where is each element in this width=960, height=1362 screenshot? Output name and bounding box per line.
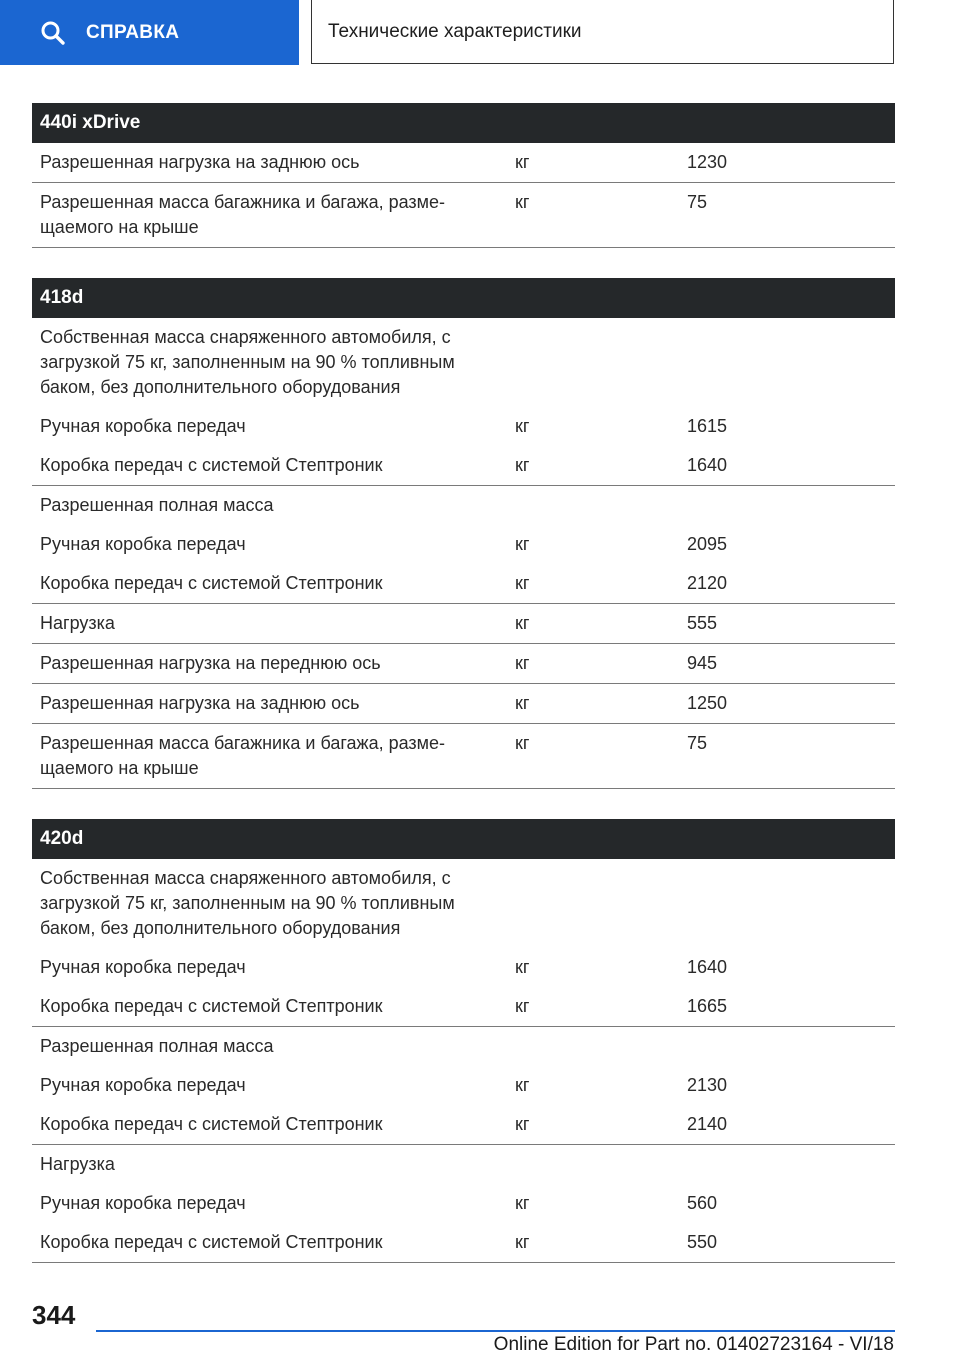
- row-unit: кг: [515, 1114, 530, 1134]
- row-label: Нагрузка: [40, 613, 115, 633]
- edition-footer: Online Edition for Part no. 01402723164 - VI/18: [493, 1334, 894, 1355]
- row-unit: кг: [515, 192, 530, 212]
- row-label: Собственная масса снаряженного автомобиля, с загрузкой 75 кг, заполненным на 90 % топливным баком, без дополнительного оборудования: [40, 327, 455, 397]
- section-header: 420d: [32, 819, 895, 859]
- row-label: Коробка передач с системой Стептроник: [40, 455, 383, 475]
- row-value: [679, 859, 895, 948]
- row-label: Ручная коробка передач: [40, 1075, 246, 1095]
- row-label: Коробка передач с системой Стептроник: [40, 1114, 383, 1134]
- row-value: 1250: [687, 693, 728, 713]
- row-value: 1640: [687, 957, 728, 977]
- row-label: Ручная коробка передач: [40, 1193, 246, 1213]
- table-row: [32, 183, 895, 248]
- section-header: 418d: [32, 278, 895, 318]
- table-row: [32, 446, 895, 486]
- table-row: [32, 525, 895, 564]
- row-label: Собственная масса снаряженного автомобиля, с загрузкой 75 кг, заполненным на 90 % топливным баком, без дополнительного оборудования: [40, 868, 455, 938]
- row-value: 945: [687, 653, 718, 673]
- row-unit: кг: [515, 416, 530, 436]
- page-title: Технические характеристики: [311, 0, 894, 64]
- row-unit: кг: [515, 733, 530, 753]
- row-unit: кг: [515, 693, 530, 713]
- row-label: Разрешенная полная масса: [40, 495, 274, 515]
- row-unit: кг: [515, 653, 530, 673]
- table-row: [32, 1027, 895, 1066]
- row-value: [679, 1145, 895, 1184]
- row-value: 1665: [687, 996, 728, 1016]
- row-value: 75: [687, 192, 708, 212]
- row-label: Ручная коробка передач: [40, 957, 246, 977]
- row-unit: кг: [515, 573, 530, 593]
- table-row: [32, 486, 895, 525]
- row-value: 1640: [687, 455, 728, 475]
- table-row: [32, 1223, 895, 1263]
- row-value: 550: [687, 1232, 718, 1252]
- row-value: 560: [687, 1193, 718, 1213]
- row-unit: кг: [515, 152, 530, 172]
- table-row: [32, 859, 895, 948]
- table-row: [32, 684, 895, 724]
- row-unit: кг: [515, 534, 530, 554]
- row-label: Нагрузка: [40, 1154, 115, 1174]
- table-row: [32, 407, 895, 446]
- row-label: Разрешенная нагрузка на переднюю ось: [40, 653, 381, 673]
- row-label: Коробка передач с системой Стептроник: [40, 996, 383, 1016]
- row-unit: кг: [515, 1232, 530, 1252]
- row-unit: кг: [515, 613, 530, 633]
- row-unit: кг: [515, 957, 530, 977]
- row-label: Коробка передач с системой Стептроник: [40, 573, 383, 593]
- row-unit: [507, 1145, 679, 1184]
- row-label: Ручная коробка передач: [40, 416, 246, 436]
- row-label: Коробка передач с системой Стептроник: [40, 1232, 383, 1252]
- table-row: [32, 948, 895, 987]
- spec-section: [32, 103, 895, 248]
- row-value: 2120: [687, 573, 728, 593]
- spec-section: [32, 819, 895, 1263]
- row-label: Разрешенная полная масса: [40, 1036, 274, 1056]
- footer-divider: [96, 1330, 895, 1332]
- reference-tab-label: СПРАВКА: [86, 21, 180, 43]
- row-value: [679, 318, 895, 407]
- row-value: 1615: [687, 416, 728, 436]
- row-value: 1230: [687, 152, 728, 172]
- page-number: 344: [32, 1300, 76, 1330]
- table-row: [32, 644, 895, 684]
- section-header: 440i xDrive: [32, 103, 895, 143]
- row-value: 75: [687, 733, 708, 753]
- table-row: [32, 987, 895, 1027]
- table-row: [32, 604, 895, 644]
- row-value: 2095: [687, 534, 728, 554]
- row-unit: кг: [515, 455, 530, 475]
- row-label: Разрешенная масса багажника и багажа, разме-щаемого на крыше: [40, 192, 446, 237]
- table-row: [32, 564, 895, 604]
- reference-tab[interactable]: [0, 0, 299, 65]
- row-unit: кг: [515, 1193, 530, 1213]
- table-row: [32, 143, 895, 183]
- row-label: Разрешенная нагрузка на заднюю ось: [40, 693, 360, 713]
- spec-section: [32, 278, 895, 789]
- row-value: 2140: [687, 1114, 728, 1134]
- table-row: [32, 318, 895, 407]
- row-unit: [507, 486, 679, 525]
- row-label: Разрешенная масса багажника и багажа, разме-щаемого на крыше: [40, 733, 446, 778]
- row-label: Ручная коробка передач: [40, 534, 246, 554]
- row-value: 2130: [687, 1075, 728, 1095]
- table-row: [32, 1184, 895, 1223]
- row-value: [679, 486, 895, 525]
- spec-tables: [32, 103, 895, 1293]
- row-unit: [507, 859, 679, 948]
- row-value: 555: [687, 613, 718, 633]
- table-row: [32, 1105, 895, 1145]
- row-unit: кг: [515, 1075, 530, 1095]
- table-row: [32, 724, 895, 789]
- row-unit: кг: [515, 996, 530, 1016]
- search-icon: [40, 20, 66, 46]
- table-row: [32, 1066, 895, 1105]
- row-unit: [507, 1027, 679, 1066]
- row-value: [679, 1027, 895, 1066]
- table-row: [32, 1145, 895, 1184]
- row-label: Разрешенная нагрузка на заднюю ось: [40, 152, 360, 172]
- row-unit: [507, 318, 679, 407]
